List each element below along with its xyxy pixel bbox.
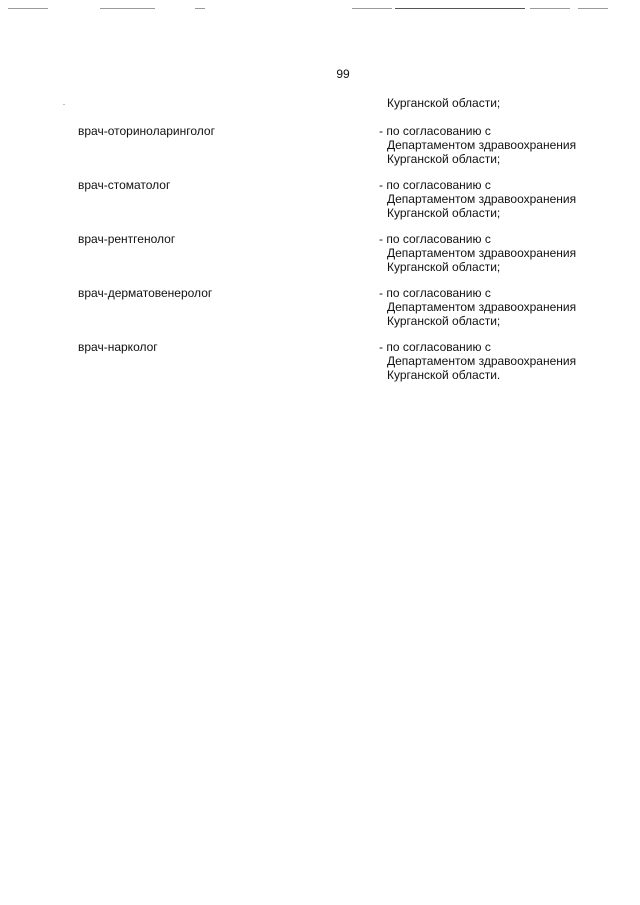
position-name: врач-оториноларинголог <box>78 124 215 138</box>
approval-line: - по согласованию с <box>379 232 491 246</box>
scan-header-artifact <box>0 8 640 11</box>
approval-line: Департаментом здравоохранения <box>387 300 577 314</box>
approval-note <box>379 286 576 328</box>
scan-speck <box>63 104 65 105</box>
page-number: 99 <box>336 67 350 81</box>
approval-line: Курганской области; <box>387 314 501 328</box>
position-name: врач-дерматовенеролог <box>78 286 213 300</box>
approval-note <box>379 124 576 166</box>
approval-line: Курганской области. <box>387 368 501 382</box>
approval-line: - по согласованию с <box>379 340 491 354</box>
position-name: врач-стоматолог <box>78 178 171 192</box>
position-name: врач-нарколог <box>78 340 158 354</box>
approval-line: - по согласованию с <box>379 286 491 300</box>
approval-note <box>379 178 576 220</box>
approval-line: Курганской области; <box>387 260 501 274</box>
approval-line: Департаментом здравоохранения <box>387 246 577 260</box>
approval-line: Департаментом здравоохранения <box>387 138 577 152</box>
approval-line: - по согласованию с <box>379 178 491 192</box>
approval-line: Курганской области; <box>387 152 501 166</box>
approval-line: Департаментом здравоохранения <box>387 192 577 206</box>
approval-line: Департаментом здравоохранения <box>387 354 577 368</box>
approval-note <box>379 232 576 274</box>
approval-line: Курганской области; <box>387 206 501 220</box>
continuation-text: Курганской области; <box>387 96 501 110</box>
approval-note <box>379 340 576 382</box>
approval-line: - по согласованию с <box>379 124 491 138</box>
position-name: врач-рентгенолог <box>78 232 176 246</box>
